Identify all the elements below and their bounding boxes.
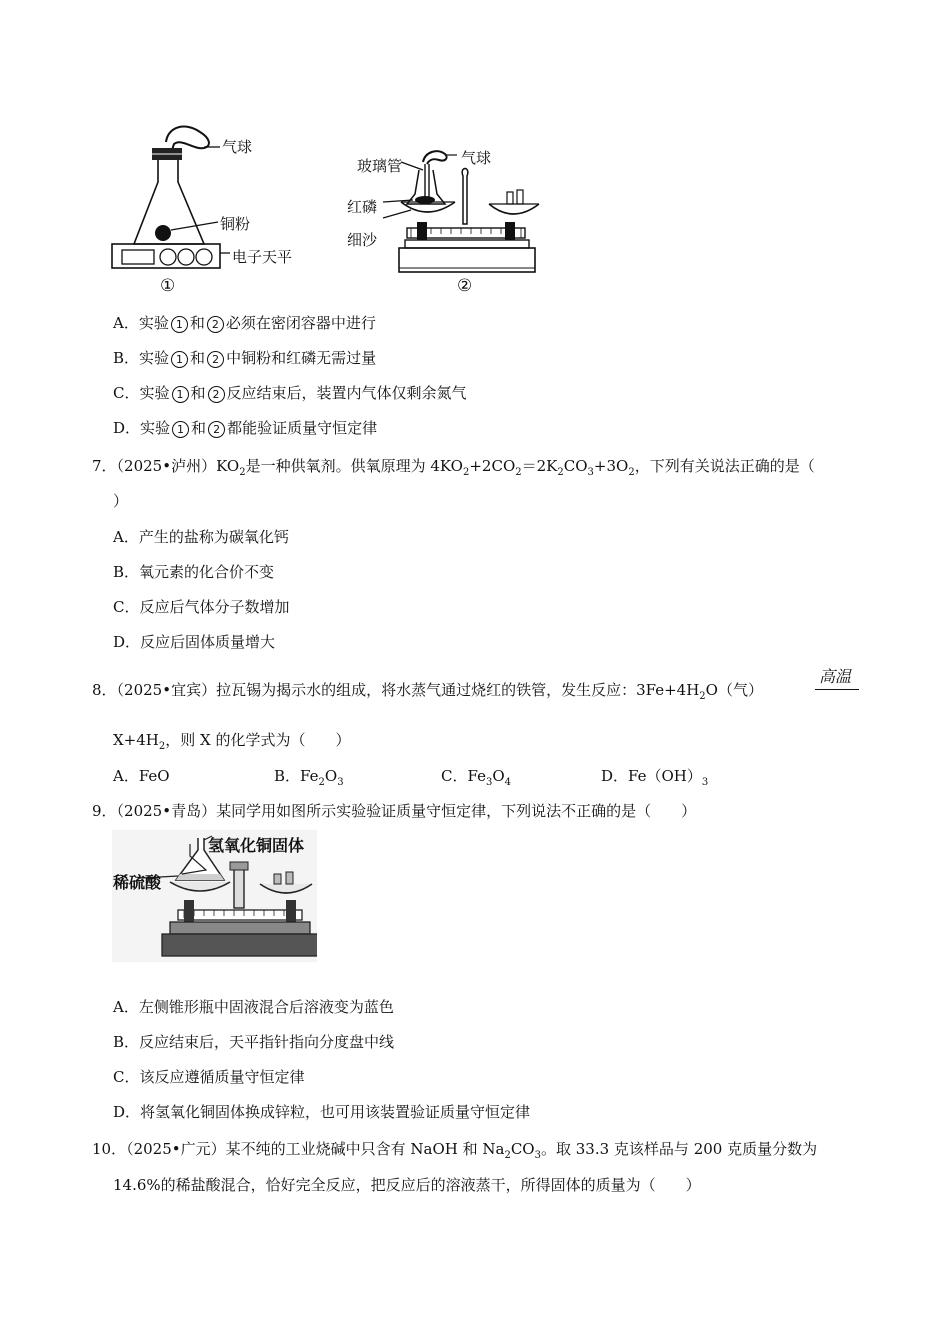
circled-number: 1 [172, 421, 189, 438]
q6-option-c[interactable]: C．实验 1 和 2 反应结束后，装置内气体仅剩余氮气 [113, 384, 467, 402]
fig2-label-phosphorus: 红磷 [347, 198, 378, 216]
fig2-caption: ② [457, 276, 473, 296]
reaction-arrow-line [815, 689, 859, 690]
circled-number: 2 [207, 351, 224, 368]
q7-stem-end: ） [113, 492, 129, 510]
fig1-label-balance: 电子天平 [232, 248, 293, 266]
circled-number: 2 [208, 386, 225, 403]
q6-option-d[interactable]: D．实验 1 和 2 都能验证质量守恒定律 [113, 419, 378, 437]
q7-option-a[interactable]: A．产生的盐称为碳氧化钙 [113, 528, 289, 546]
fig1-label-copper: 铜粉 [220, 215, 251, 233]
circled-number: 1 [171, 316, 188, 333]
q7-stem: 7．（2025•泸州）$KO_2$是一种供氧剂。供氧原理为 $4KO_2+2CO_2=2K_2CO_3+3O_2$，下列有关说法正确的是（ [92, 457, 815, 478]
q8-condition: 高温 [819, 667, 852, 686]
q8-option-c[interactable]: C．$Fe_3O_4$ [441, 767, 512, 788]
fig2-label-sand: 细沙 [347, 231, 378, 249]
q9-option-a[interactable]: A．左侧锥形瓶中固液混合后溶液变为蓝色 [113, 998, 394, 1016]
fig3-label-solid: 氢氧化铜固体 [208, 836, 305, 855]
red-phosphorus [415, 196, 435, 204]
circled-number: 2 [207, 316, 224, 333]
q6-option-b[interactable]: B．实验 1 和 2 中铜粉和红磷无需过量 [113, 349, 377, 367]
balloon-icon [166, 127, 209, 150]
q10-line2: 14.6%的稀盐酸混合，恰好完全反应，把反应后的溶液蒸干，所得固体的质量为（ ） [113, 1176, 701, 1194]
fig3-label-acid: 稀硫酸 [113, 873, 162, 892]
q8-option-a[interactable]: A．FeO [113, 767, 170, 785]
copper-powder [155, 225, 171, 241]
circled-number: 2 [208, 421, 225, 438]
q10-stem: 10．（2025•广元）某不纯的工业烧碱中只含有 NaOH 和 $Na_2CO_3$。取 33.3 克该样品与 200 克质量分数为 [92, 1140, 818, 1161]
fig2-label-tube: 玻璃管 [357, 157, 403, 175]
balloon-icon [423, 151, 447, 164]
q7-option-d[interactable]: D．反应后固体质量增大 [113, 633, 276, 651]
fig2-label-balloon: 气球 [461, 149, 492, 167]
q6-option-a[interactable]: A．实验 1 和 2 必须在密闭容器中进行 [113, 314, 376, 332]
circled-number: 1 [171, 351, 188, 368]
q7-option-c[interactable]: C．反应后气体分子数增加 [113, 598, 290, 616]
q9-option-c[interactable]: C．该反应遵循质量守恒定律 [113, 1068, 305, 1086]
q8-line2: $X+4H_2$，则 X 的化学式为（ ） [113, 731, 351, 752]
q9-stem: 9．（2025•青岛）某同学用如图所示实验验证质量守恒定律，下列说法不正确的是（ ） [92, 802, 697, 820]
fig1-label-balloon: 气球 [222, 138, 253, 156]
circled-number: 1 [172, 386, 189, 403]
fig1-caption: ① [160, 276, 176, 296]
q9-option-b[interactable]: B．反应结束后，天平指针指向分度盘中线 [113, 1033, 395, 1051]
q8-option-b[interactable]: B．$Fe_2O_3$ [274, 767, 344, 788]
q7-option-b[interactable]: B．氧元素的化合价不变 [113, 563, 275, 581]
figure-1-apparatus [108, 120, 318, 300]
q8-stem: 8．（2025•宜宾）拉瓦锡为揭示水的组成，将水蒸气通过烧红的铁管，发生反应：$3Fe+4H_2O$（气） [92, 681, 763, 702]
q9-option-d[interactable]: D．将氢氧化铜固体换成锌粒，也可用该装置验证质量守恒定律 [113, 1103, 531, 1121]
q8-option-d[interactable]: D．$Fe(OH)_3$ [601, 767, 709, 788]
